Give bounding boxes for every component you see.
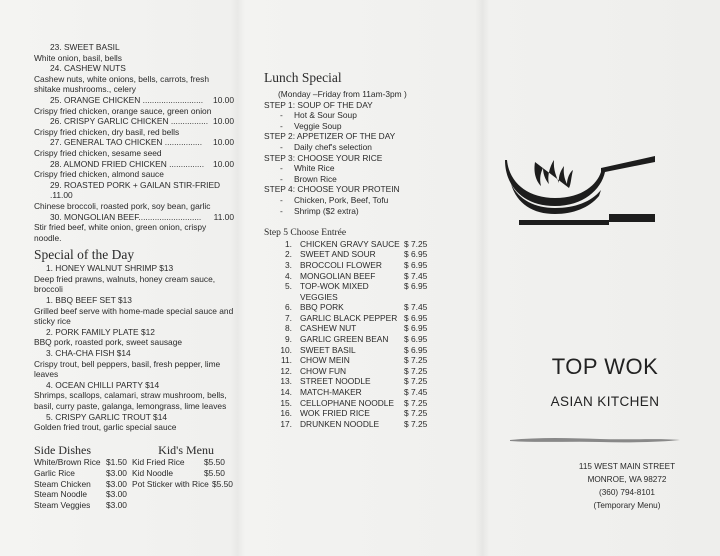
main-items-list <box>34 42 234 243</box>
entree-num: 9. <box>285 334 292 345</box>
menu-item-desc: Crispy fried chicken, orange sauce, green onion <box>34 105 212 116</box>
special-item-name: 1. BBQ BEEF SET $13 <box>46 295 132 306</box>
special-item <box>34 412 234 433</box>
side-row <box>34 489 234 500</box>
lunch-title: Lunch Special <box>264 70 342 85</box>
entree-name: BROCCOLI FLOWER <box>300 259 382 270</box>
side-row <box>34 468 234 479</box>
entree-price: $ 6.95 <box>404 312 428 323</box>
side-kids-table <box>34 457 234 510</box>
entree-num: 13. <box>280 376 292 387</box>
lunch-step <box>264 153 464 185</box>
entree-num: 6. <box>285 302 292 313</box>
step-label: STEP 3: CHOOSE YOUR RICE <box>264 152 383 163</box>
step-option: - Veggie Soup <box>264 121 464 132</box>
menu-item <box>34 212 234 244</box>
entree-row <box>264 281 464 302</box>
special-list <box>34 263 234 433</box>
kids-item-price: $5.50 <box>204 457 225 468</box>
lunch-hours: (Monday –Friday from 11am-3pm ) <box>278 89 407 99</box>
entree-price: $ 7.25 <box>404 238 428 249</box>
entree-price: $ 6.95 <box>404 281 428 292</box>
kids-item-name: Pot Sticker with Rice <box>132 478 209 489</box>
special-item-name: 3. CHA-CHA FISH $14 <box>46 348 131 359</box>
menu-item-desc: Cashew nuts, white onions, bells, carrots, fresh shitake mushrooms., celery <box>34 73 210 95</box>
entree-row <box>264 271 464 282</box>
entree-num: 12. <box>280 365 292 376</box>
menu-item <box>34 159 234 180</box>
menu-item <box>34 116 234 137</box>
menu-item-desc: Crispy fried chicken, almond sauce <box>34 169 164 180</box>
side-item-name: Steam Chicken <box>34 478 91 489</box>
step-label: STEP 2: APPETIZER OF THE DAY <box>264 131 396 142</box>
entree-row <box>264 419 464 430</box>
menu-item-price: 10.00 <box>213 94 234 105</box>
side-row <box>34 500 234 511</box>
menu-item-desc: Chinese broccoli, roasted pork, soy bean, garlic <box>34 200 211 211</box>
special-item <box>34 295 234 327</box>
entree-name: DRUNKEN NOODLE <box>300 418 380 429</box>
entree-row <box>264 398 464 409</box>
entree-row <box>264 376 464 387</box>
wok-flame-icon <box>497 150 657 228</box>
kids-item-name: Kid Fried Rice <box>132 457 185 468</box>
entree-name: WOK FRIED RICE <box>300 408 370 419</box>
menu-item <box>34 42 234 63</box>
entree-title: Step 5 Choose Entrée <box>264 228 347 239</box>
entree-num: 14. <box>280 387 292 398</box>
step-label: STEP 4: CHOOSE YOUR PROTEIN <box>264 184 400 195</box>
entree-name: TOP-WOK MIXED VEGGIES <box>300 281 369 302</box>
entree-price: $ 7.45 <box>404 270 428 281</box>
step-option: - Chicken, Pork, Beef, Tofu <box>264 195 464 206</box>
side-dishes-title: Side Dishes <box>34 442 91 457</box>
step-option: - Hot & Sour Soup <box>264 110 464 121</box>
entree-num: 11. <box>280 355 292 366</box>
special-item-name: 5. CRISPY GARLIC TROUT $14 <box>46 411 168 422</box>
entree-name: GARLIC GREEN BEAN <box>300 334 389 345</box>
entree-row <box>264 345 464 356</box>
menu-item-price: 10.00 <box>213 137 234 148</box>
restaurant-subtitle: ASIAN KITCHEN <box>550 394 660 409</box>
menu-item <box>34 95 234 116</box>
special-item-desc: BBQ pork, roasted pork, sweet sausage <box>34 337 183 348</box>
kids-item-price: $5.50 <box>212 478 233 489</box>
entree-row <box>264 249 464 260</box>
menu-item-name: 24. CASHEW NUTS <box>50 63 126 74</box>
side-item-price: $1.50 <box>106 457 127 468</box>
address-line: 115 WEST MAIN STREET <box>578 462 676 471</box>
special-item-name: 1. HONEY WALNUT SHRIMP $13 <box>46 263 174 274</box>
entree-row <box>264 302 464 313</box>
entree-price: $ 7.45 <box>404 387 428 398</box>
step-option: - Shrimp ($2 extra) <box>264 206 464 217</box>
menu-item-name: 30. MONGOLIAN BEEF........................... <box>50 211 202 222</box>
step-option: - Daily chef's selection <box>264 142 464 153</box>
special-title: Special of the Day <box>34 247 135 263</box>
entree-price: $ 7.45 <box>404 302 428 313</box>
menu-item-name: 28. ALMOND FRIED CHICKEN ............... <box>50 158 205 169</box>
menu-item-name: 25. ORANGE CHICKEN .......................... <box>50 94 204 105</box>
menu-item <box>34 137 234 158</box>
address-block <box>552 460 702 512</box>
entree-num: 8. <box>285 323 292 334</box>
entree-price: $ 7.25 <box>404 376 428 387</box>
special-item-desc: Crispy trout, bell peppers, basil, fresh pepper, lime leaves <box>34 358 221 380</box>
entree-row <box>264 355 464 366</box>
side-item-price: $3.00 <box>106 499 127 510</box>
entree-price: $ 7.25 <box>404 365 428 376</box>
side-item-name: Steam Noodle <box>34 489 88 500</box>
entree-num: 3. <box>285 259 292 270</box>
menu-note: (Temporary Menu) <box>593 501 661 510</box>
kids-item-price: $5.50 <box>204 467 225 478</box>
main-menu-column <box>34 42 234 510</box>
lunch-column <box>264 66 464 429</box>
entree-name: CASHEW NUT <box>300 323 357 334</box>
step-option: - Brown Rice <box>264 174 464 185</box>
side-row <box>34 457 234 468</box>
menu-item-name: 29. ROASTED PORK + GAILAN STIR-FRIED .11.00 <box>50 179 221 201</box>
lunch-step <box>264 184 464 216</box>
menu-item-desc: Crispy fried chicken, sesame seed <box>34 147 162 158</box>
menu-item-desc: White onion, basil, bells <box>34 52 122 63</box>
special-item-name: 4. OCEAN CHILLI PARTY $14 <box>46 379 160 390</box>
entree-num: 5. <box>285 281 292 292</box>
entree-price: $ 6.95 <box>404 344 428 355</box>
entree-row <box>264 408 464 419</box>
special-item-desc: Shrimps, scallops, calamari, straw mushroom, bells, basil, curry paste, galanga, lemongrass, lime leaves <box>34 390 227 411</box>
menu-item <box>34 180 234 212</box>
entree-row <box>264 323 464 334</box>
special-item <box>34 263 234 295</box>
entree-name: SWEET BASIL <box>300 344 356 355</box>
entree-row <box>264 366 464 377</box>
menu-item-desc: Crispy fried chicken, dry basil, red bells <box>34 126 180 137</box>
entree-price: $ 6.95 <box>404 323 428 334</box>
entree-num: 7. <box>285 312 292 323</box>
side-item-name: Steam Veggies <box>34 499 91 510</box>
kids-item-name: Kid Noodle <box>132 467 173 478</box>
entree-name: SWEET AND SOUR <box>300 249 376 260</box>
kids-menu-title: Kid's Menu <box>158 442 214 457</box>
entree-price: $ 6.95 <box>404 334 428 345</box>
entree-num: 10. <box>280 344 292 355</box>
special-item-name: 2. PORK FAMILY PLATE $12 <box>46 326 155 337</box>
side-row <box>34 479 234 490</box>
menu-item-price: 11.00 <box>213 211 234 222</box>
lunch-step <box>264 131 464 152</box>
special-item-desc: Golden fried trout, garlic special sauce <box>34 422 177 433</box>
entree-name: MONGOLIAN BEEF <box>300 270 376 281</box>
entree-row <box>264 387 464 398</box>
entree-row <box>264 260 464 271</box>
special-item-desc: Grilled beef serve with home-made special sauce and sticky rice <box>34 305 234 327</box>
side-item-price: $3.00 <box>106 489 127 500</box>
menu-item-price: 10.00 <box>213 158 234 169</box>
brush-stroke-divider <box>510 436 680 444</box>
entree-num: 17. <box>280 418 292 429</box>
entree-name: STREET NOODLE <box>300 376 371 387</box>
entree-price: $ 6.95 <box>404 249 428 260</box>
entree-price: $ 7.25 <box>404 418 428 429</box>
menu-item <box>34 63 234 95</box>
address-line: MONROE, WA 98272 <box>587 475 667 484</box>
phone-number: (360) 794-8101 <box>599 488 655 497</box>
entree-name: MATCH-MAKER <box>300 387 362 398</box>
entree-row <box>264 334 464 345</box>
entree-name: GARLIC BLACK PEPPER <box>300 312 398 323</box>
side-item-price: $3.00 <box>106 467 127 478</box>
side-kids-headings <box>34 442 214 457</box>
entree-price: $ 7.25 <box>404 408 428 419</box>
entree-num: 15. <box>280 397 292 408</box>
brand-block <box>500 354 710 409</box>
entree-name: CHOW FUN <box>300 365 347 376</box>
menu-item-desc: Stir fried beef, white onion, green onion, crispy noodle. <box>34 222 207 243</box>
entree-num: 2. <box>285 249 292 260</box>
side-item-name: White/Brown Rice <box>34 457 101 468</box>
entree-name: CHOW MEIN <box>300 355 350 366</box>
menu-item-price: 10.00 <box>213 116 234 127</box>
side-item-name: Garlic Rice <box>34 467 75 478</box>
entree-name: BBQ PORK <box>300 302 344 313</box>
entree-row <box>264 239 464 250</box>
entree-price: $ 6.95 <box>404 259 428 270</box>
side-item-price: $3.00 <box>106 478 127 489</box>
special-item <box>34 380 234 412</box>
menu-item-name: 27. GENERAL TAO CHICKEN ................ <box>50 137 203 148</box>
step-label: STEP 1: SOUP OF THE DAY <box>264 99 373 110</box>
menu-item-name: 26. CRISPY GARLIC CHICKEN ................ <box>50 116 209 127</box>
entree-num: 1. <box>285 238 292 249</box>
entree-row <box>264 313 464 324</box>
entree-name: CELLOPHANE NOODLE <box>300 397 395 408</box>
entree-price: $ 7.25 <box>404 355 428 366</box>
entree-num: 16. <box>280 408 292 419</box>
special-item <box>34 327 234 348</box>
menu-item-name: 23. SWEET BASIL <box>50 42 120 52</box>
entree-name: CHICKEN GRAVY SAUCE <box>300 238 400 249</box>
entree-price: $ 7.25 <box>404 397 428 408</box>
step-option: - White Rice <box>264 163 464 174</box>
lunch-step <box>264 100 464 132</box>
restaurant-name: TOP WOK <box>551 354 659 379</box>
entree-list <box>264 239 464 430</box>
entree-num: 4. <box>285 270 292 281</box>
special-item <box>34 348 234 380</box>
special-item-desc: Deep fried prawns, walnuts, honey cream sauce, broccoli <box>34 273 216 295</box>
